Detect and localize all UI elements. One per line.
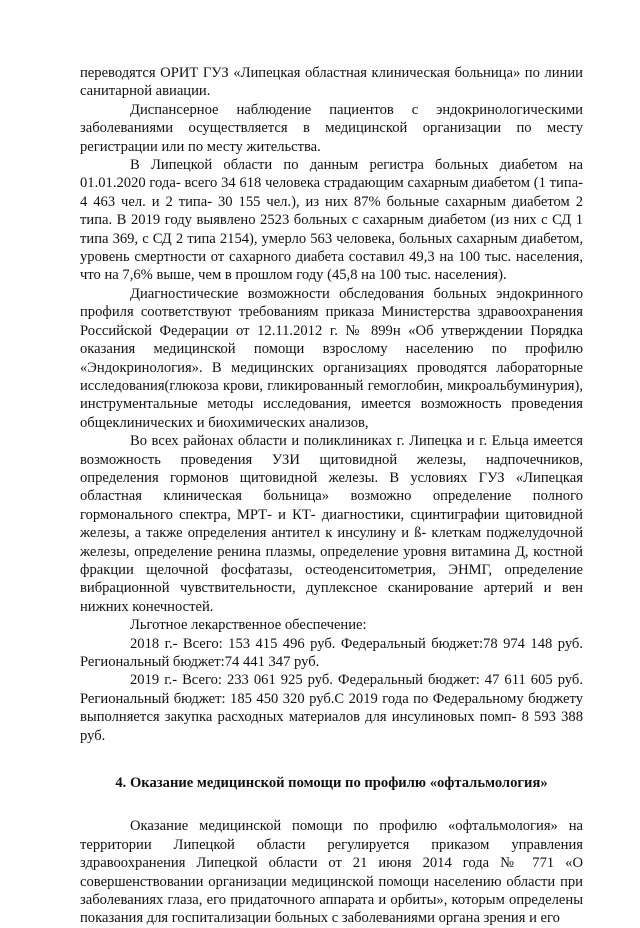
section-heading-ophthalmology: 4. Оказание медицинской помощи по профилю «офтальмология» [115,775,548,792]
paragraph-funding-2019: 2019 г.- Всего: 233 061 925 руб. Федеральный бюджет: 47 611 605 руб. Региональный бюджет: 185 450 320 руб.С 2019 года по Федеральному бюджету выполняется закупка расходных материалов для инсулиновых помп- 8 593 388 руб. [80,672,583,744]
paragraph-diabetes-register: В Липецкой области по данным регистра больных диабетом на 01.01.2020 года- всего 34 618 человека страдающим сахарным диабетом (1 типа- 4 463 чел. и 2 типа- 30 155 чел.), из них 87% больные сахарным диабетом 2 типа. В 2019 году выявлено 2523 больных с сахарным диабетом (из них с СД 1 типа 369, с СД 2 типа 2154), умерло 563 человека, больных сахарным диабетом, уровень смертности от сахарного диабета составил 49,3 на 100 тыс. населения, что на 7,6% выше, чем в прошлом году (45,8 на 100 тыс. населения). [80,157,583,284]
paragraph-ophthalmology-regulation: Оказание медицинской помощи по профилю «офтальмология» на территории Липецкой области регулируется приказом управления здравоохранения Липецкой области от 21 июня 2014 года № 771 «О совершенствовании организации медицинской помощи населению области при заболеваниях глаза, его придаточного аппарата и орбиты», которым определены показания для госпитализации больных с заболеваниями органа зрения и его [80,818,583,927]
document-body [80,64,583,928]
paragraph-funding-2018: 2018 г.- Всего: 153 415 496 руб. Федеральный бюджет:78 974 148 руб. Региональный бюджет:74 441 347 руб. [80,635,583,670]
paragraph-district-examinations: Во всех районах области и поликлиниках г. Липецка и г. Ельца имеется возможность проведения УЗИ щитовидной железы, надпочечников, определения гормонов щитовидной железы. В условиях ГУЗ «Липецкая областная клиническая больница» возможно определение полного гормонального спектра, МРТ- и КТ- диагностики, сцинтиграфии щитовидной железы, а также определения антител к инсулину и ß- клеткам поджелудочной железы, определение ренина плазмы, определение уровня витамина Д, костной фракции щелочной фосфатазы, остеоденситометрия, ЭНМГ, определение вибрационной чувствительности, дуплексное сканирование артерий и вен нижних конечностей. [80,433,583,615]
paragraph-ambulance-transfer: переводятся ОРИТ ГУЗ «Липецкая областная клиническая больница» по линии санитарной авиации. [80,65,583,100]
paragraph-diagnostic-capabilities: Диагностические возможности обследования больных эндокринного профиля соответствуют требованиям приказа Министерства здравоохранения Российской Федерации от 12.11.2012 г. № 899н «Об утверждении Порядка оказания медицинской помощи взрослому населению по профилю «Эндокринология». В медицинских организациях проводятся лабораторные исследования(глюкоза крови, гликированный гемоглобин, микроальбуминурия), инструментальные методы исследования, имеется возможность проведения общеклинических и биохимических анализов, [80,285,583,431]
paragraph-drug-provision-title: Льготное лекарственное обеспечение: [130,617,367,634]
paragraph-dispensary-observation: Диспансерное наблюдение пациентов с эндокринологическими заболеваниями осуществляется в медицинской организации по месту регистрации или по месту жительства. [80,101,583,155]
